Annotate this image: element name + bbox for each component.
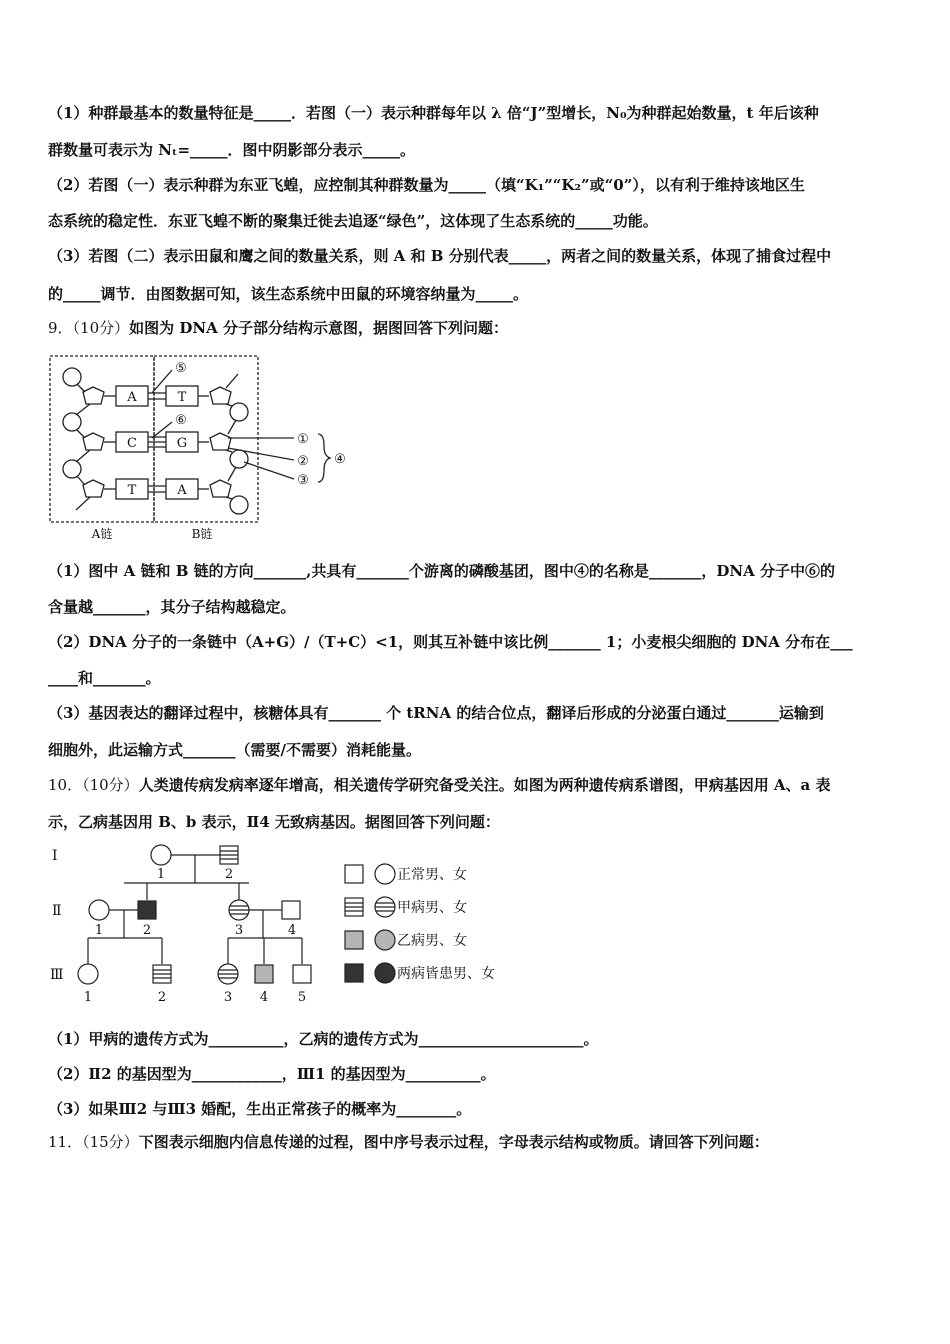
label-5: ⑤ [175,361,187,376]
III-3-number: 3 [223,990,233,1005]
pedigree-figure [44,840,524,1010]
dna-structure-figure [46,352,366,547]
legend-normal-female [375,864,395,884]
II-2-number: 2 [142,923,152,938]
q8-part2-line1: （2）若图（一）表示种群为东亚飞蝗，应控制其种群数量为_____（填“K₁”“K₂”或“0”），以有利于维持该地区生 [48,176,805,194]
legend-yi-female [375,930,395,950]
chain-a-label: A链 [91,527,113,541]
II-1-number: 1 [94,923,104,938]
label-4: ④ [334,452,346,467]
phosphate-left-2 [63,413,81,431]
I-1-female-normal [151,845,171,865]
q8-part3-line2: 的_____调节．由图数据可知，该生态系统中田鼠的环境容纳量为_____。 [48,285,529,303]
legend-yi-label: 乙病男、女 [397,933,467,949]
III-5-male-normal [293,965,311,983]
base-b-1: T [177,390,187,405]
legend-normal-label: 正常男、女 [397,867,467,883]
I-1-number: 1 [156,867,166,882]
I-2-number: 2 [224,867,234,882]
generation-I-label: Ⅰ [52,848,58,864]
question-11-number: 11．（15分） [48,1133,139,1151]
II-3-number: 3 [234,923,244,938]
q10-part3: （3）如果Ⅲ2 与Ⅲ3 婚配，生出正常孩子的概率为________。 [48,1100,472,1118]
sugar-right-2 [210,433,231,450]
legend-jia-label: 甲病男、女 [397,900,467,916]
chain-b-label: B链 [191,527,213,541]
chain-a-box [50,356,154,522]
generation-II-label: Ⅱ [52,903,62,919]
sugar-right-1 [210,387,231,404]
question-9-number: 9．（10分） [48,319,130,337]
sugar-right-3 [210,480,231,497]
II-4-male-normal [282,901,300,919]
question-11-title [48,1132,769,1152]
q9-part3-line1: （3）基因表达的翻译过程中，核糖体具有_______ 个 tRNA 的结合位点，翻译后形成的分泌蛋白通过_______运输到 [48,704,824,722]
q9-part3-line2: 细胞外，此运输方式_______（需要/不需要）消耗能量。 [48,741,421,759]
sugar-left-2 [83,433,104,450]
q8-part1-line1: （1）种群最基本的数量特征是_____．若图（一）表示种群每年以 λ 倍“J”型增长，N₀为种群起始数量，t 年后该种 [48,104,819,122]
question-9-stem: 如图为 DNA 分子部分结构示意图，据图回答下列问题： [129,319,508,337]
q10-part1: （1）甲病的遗传方式为__________，乙病的遗传方式为______________________。 [48,1030,599,1048]
q9-part2-line1: （2）DNA 分子的一条链中（A+G）/（T+C）<1，则其互补链中该比例_______ 1；小麦根尖细胞的 DNA 分布在___ [48,633,853,651]
question-10-stem: 人类遗传病发病率逐年增高，相关遗传学研究备受关注。如图为两种遗传病系谱图，甲病基因用 A、a 表 [138,776,831,794]
legend-yi-male [345,931,363,949]
question-10-number: 10．（10分） [48,776,139,794]
phosphate-right-1 [230,403,248,421]
legend-both-male [345,964,363,982]
q10-part2: （2）Ⅱ2 的基因型为____________，Ⅲ1 的基因型为__________。 [48,1065,496,1083]
question-10-title [48,775,831,795]
III-2-number: 2 [157,990,167,1005]
label-6: ⑥ [175,413,187,428]
label-2: ② [297,454,309,469]
phosphate-left-1 [63,368,81,386]
sugar-left-1 [83,387,104,404]
legend-both-label: 两病皆患男、女 [397,966,495,982]
base-a-2: C [127,436,137,451]
label-3: ③ [297,473,309,488]
base-a-3: T [127,483,137,498]
III-1-female-normal [78,964,98,984]
q8-part2-line2: 态系统的稳定性．东亚飞蝗不断的聚集迁徙去追逐“绿色”，这体现了生态系统的_____功能。 [48,212,658,230]
q10-intro-line2: 示，乙病基因用 B、b 表示，Ⅱ4 无致病基因。据图回答下列问题： [48,813,500,831]
III-1-number: 1 [83,990,93,1005]
II-1-female-normal [89,900,109,920]
sugar-left-3 [83,480,104,497]
III-4-male-yi [255,965,273,983]
III-4-number: 4 [259,990,269,1005]
q8-part3-line1: （3）若图（二）表示田鼠和鹰之间的数量关系，则 A 和 B 分别代表_____，两者之间的数量关系，体现了捕食过程中 [48,247,832,265]
q9-part1-line2: 含量越_______，其分子结构越稳定。 [48,598,296,616]
q8-part1-line2: 群数量可表示为 Nₜ=_____．图中阴影部分表示_____。 [48,141,416,159]
label-1: ① [297,432,309,447]
III-5-number: 5 [297,990,307,1005]
base-b-3: A [177,483,187,498]
q9-part1-line1: （1）图中 A 链和 B 链的方向_______,共具有_______个游离的磷酸基团，图中④的名称是_______，DNA 分子中⑥的 [48,562,835,580]
phosphate-right-3 [230,496,248,514]
base-b-2: G [176,436,188,451]
phosphate-right-2 [230,450,248,468]
legend-normal-male [345,865,363,883]
phosphate-left-3 [63,460,81,478]
II-4-number: 4 [287,923,297,938]
q9-part2-line2: ____和_______。 [48,669,161,687]
question-11-stem: 下图表示细胞内信息传递的过程，图中序号表示过程，字母表示结构或物质。请回答下列问题： [138,1133,769,1151]
II-2-male-both [138,901,156,919]
question-9-title [48,318,508,338]
legend-both-female [375,963,395,983]
base-a-1: A [127,390,137,405]
generation-III-label: Ⅲ [50,967,64,983]
